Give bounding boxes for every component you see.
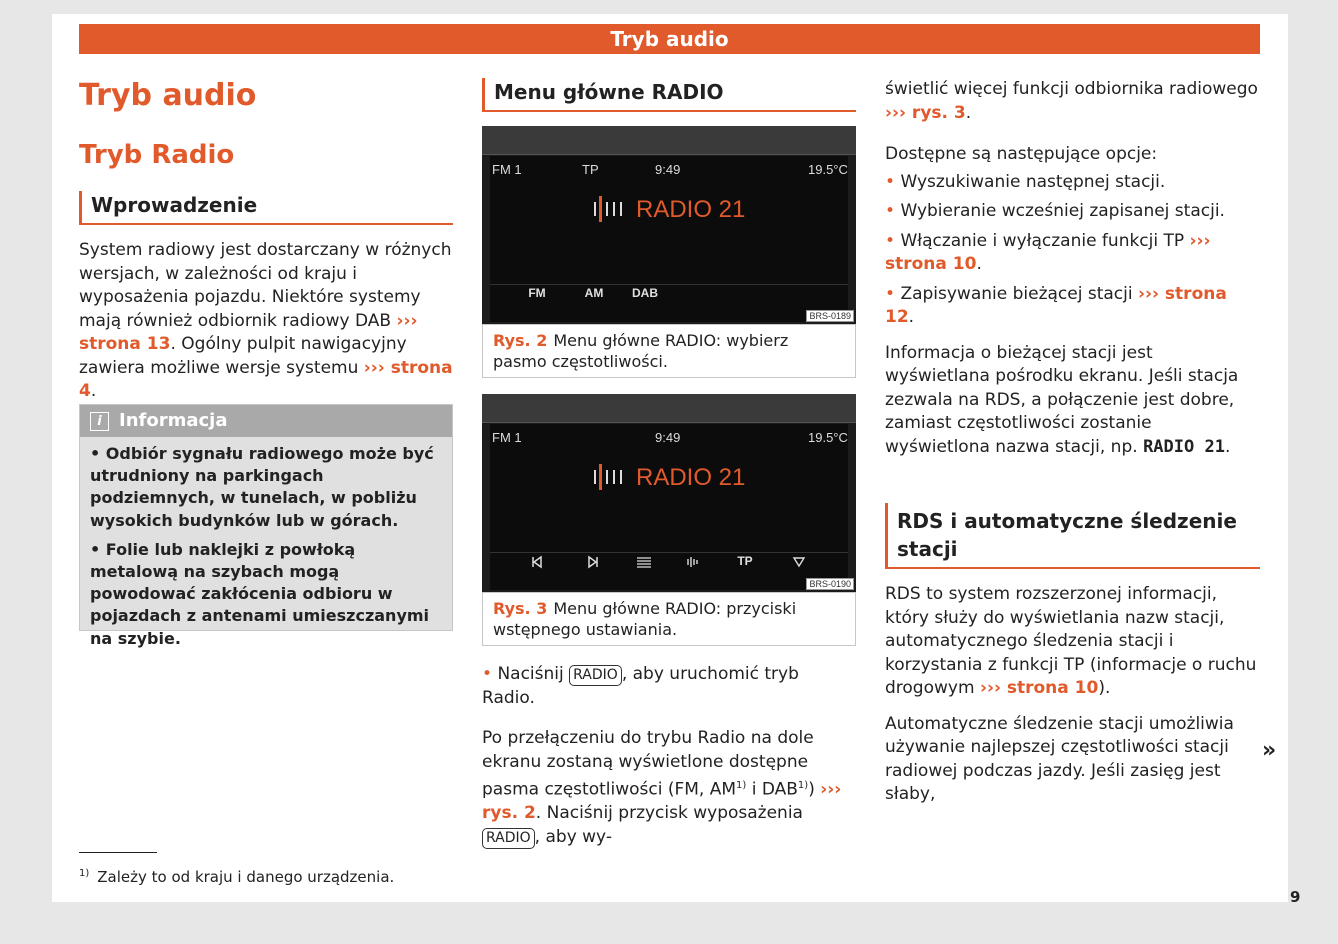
option-item: • Wyszukiwanie następnej stacji.	[885, 171, 1166, 192]
ref-link[interactable]: ››› rys. 3	[885, 102, 966, 123]
station-name: RADIO 21	[636, 464, 746, 491]
column-3	[885, 78, 1260, 807]
station-name: RADIO 21	[636, 196, 746, 223]
step-instruction: • Naciśnij RADIO , aby uruchomić tryb Radio.	[482, 664, 799, 708]
footnote: $^{1)}$ Zależy to od kraju i danego urządzenia.	[79, 868, 395, 886]
intro-paragraph: System radiowy jest dostarczany w różnych wersjach, w zależności od kraju i wyposażenia pojazdu. Niektóre systemy mają również odbiornik radiowy DAB ››› strona 13. Ogólny pulpit nawigacyjny zawiera możliwe wersje systemu ››› strona 4.	[79, 240, 453, 401]
ref-link[interactable]: ››› strona 10	[885, 230, 1211, 274]
figure-2-screen	[482, 126, 856, 324]
station-info-paragraph: Informacja o bieżącej stacji jest wyświetlana pośrodku ekranu. Jeśli stacja zezwala na RDS, a połączenie jest dobre, zamiast częstotliwości zostanie wyświetlona nazwa stacji, np. RADIO 21.	[885, 342, 1239, 457]
band-paragraph: Po przełączeniu do trybu Radio na dole ekranu zostaną wyświetlone dostępne pasma częstotliwości (FM, AM$^{1)}$ i DAB$^{1)}$) ››› rys. 2. Naciśnij przycisk wyposażenia RADIO , aby wy-	[482, 728, 842, 847]
skip-forward-icon[interactable]	[586, 555, 600, 569]
info-box	[79, 404, 453, 648]
figure-code: BRS-0190	[806, 578, 854, 590]
temperature: 19.5°C	[808, 162, 848, 177]
clock: 9:49	[655, 162, 681, 177]
band-fm-button[interactable]: FM	[528, 286, 546, 300]
list-icon[interactable]	[636, 556, 652, 568]
option-item: • Wybieranie wcześniej zapisanej stacji.	[885, 201, 1225, 221]
chapter-subtitle: Tryb Radio	[79, 140, 235, 170]
band-am-button[interactable]: AM	[584, 286, 604, 300]
info-bullet: • Odbiór sygnału radiowego może być utrudniony na parkingach podziemnych, w tunelach, w pobliżu wysokich budynków lub w górach.	[90, 444, 434, 530]
signal-bars-icon	[592, 192, 626, 226]
scan-icon[interactable]	[686, 555, 702, 569]
clock: 9:49	[655, 430, 681, 445]
section-heading-rds: RDS i automatyczne śledzenie stacji	[885, 503, 1260, 569]
section-heading-intro: Wprowadzenie	[79, 191, 453, 225]
figure-3-screen	[482, 394, 856, 592]
footnote-divider	[79, 852, 157, 853]
signal-bars-icon	[592, 460, 626, 494]
temperature: 19.5°C	[808, 430, 848, 445]
ref-link[interactable]: ››› rys. 2	[482, 779, 842, 824]
ref-link[interactable]: ››› strona 4	[79, 357, 453, 401]
tp-button[interactable]: TP	[737, 554, 753, 568]
section-heading-menu: Menu główne RADIO	[482, 78, 856, 112]
page-title: Tryb audio	[79, 78, 257, 113]
band-indicator: FM 1	[492, 162, 522, 177]
rds-paragraph: RDS to system rozszerzonej informacji, który służy do wyświetlania nazw stacji, automatycznego śledzenia stacji i korzystania z funkcji TP (informacje o ruchu drogowym ››› strona 10).	[885, 584, 1257, 698]
ref-link[interactable]: ››› strona 13	[79, 310, 418, 354]
continue-marker: »	[1262, 738, 1277, 763]
figure-2-caption: Rys. 2 Menu główne RADIO: wybierz pasmo częstotliwości.	[482, 324, 856, 378]
radio-key[interactable]: RADIO	[569, 665, 622, 686]
column-2	[482, 78, 856, 112]
ref-link[interactable]: ››› strona 10	[979, 678, 1099, 698]
radio-key[interactable]: RADIO	[482, 828, 535, 849]
figure-code: BRS-0189	[806, 310, 854, 322]
option-item: • Włączanie i wyłączanie funkcji TP ››› strona 10.	[885, 230, 1211, 274]
band-indicator: FM 1	[492, 430, 522, 445]
figure-3-caption: Rys. 3 Menu główne RADIO: przyciski wstępnego ustawiania.	[482, 592, 856, 646]
info-icon: i	[90, 412, 109, 431]
column-2-text	[482, 663, 856, 849]
continued-paragraph: świetlić więcej funkcji odbiornika radiowego ››› rys. 3.	[885, 79, 1258, 123]
chapter-band: Tryb audio	[79, 24, 1260, 54]
option-item: • Zapisywanie bieżącej stacji ››› strona 12.	[885, 283, 1227, 327]
column-1	[79, 78, 453, 404]
info-header: i Informacja	[80, 405, 452, 437]
ref-link[interactable]: ››› strona 12	[885, 283, 1227, 327]
chevron-down-icon[interactable]	[792, 556, 806, 568]
skip-back-icon[interactable]	[530, 555, 544, 569]
band-dab-button[interactable]: DAB	[632, 286, 658, 300]
tp-indicator: TP	[582, 162, 599, 177]
info-bullet: • Folie lub naklejki z powłoką metalową na szybach mogą powodować zakłócenia odbioru w pojazdach z antenami umieszczanymi na szybie.	[90, 539, 430, 648]
auto-tracking-paragraph: Automatyczne śledzenie stacji umożliwia używanie najlepszej częstotliwości stacji radiowej podczas jazdy. Jeśli zasięg jest słaby,	[885, 713, 1234, 804]
page-number: 9	[1290, 888, 1301, 906]
options-intro: Dostępne są następujące opcje:	[885, 144, 1158, 164]
info-body	[80, 437, 452, 650]
